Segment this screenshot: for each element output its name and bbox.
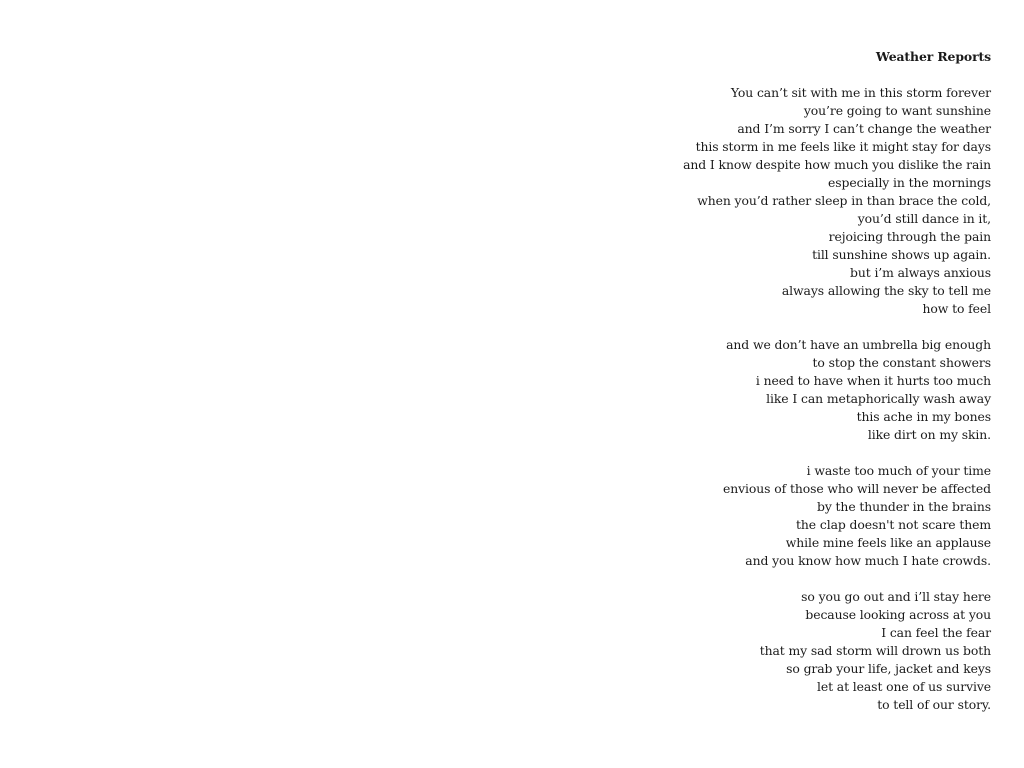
poem-line: I can feel the fear bbox=[881, 625, 991, 640]
poem-line: when you’d rather sleep in than brace the cold, bbox=[697, 193, 991, 208]
poem-line: and you know how much I hate crowds. bbox=[745, 553, 991, 568]
poem-line: this storm in me feels like it might stay for days bbox=[695, 139, 991, 154]
poem-line: always allowing the sky to tell me bbox=[781, 283, 991, 298]
poem-line: like dirt on my skin. bbox=[867, 427, 991, 442]
stanza-4 bbox=[683, 588, 991, 714]
poem-line: envious of those who will never be affected bbox=[723, 481, 991, 496]
poem-line: because looking across at you bbox=[805, 607, 991, 622]
poem-line: this ache in my bones bbox=[856, 409, 991, 424]
poem-line: especially in the mornings bbox=[828, 175, 991, 190]
poem-line: so you go out and i’ll stay here bbox=[801, 589, 991, 604]
poem-line: rejoicing through the pain bbox=[828, 229, 991, 244]
poem-line: i waste too much of your time bbox=[806, 463, 991, 478]
poem-line: You can’t sit with me in this storm forever bbox=[730, 85, 991, 100]
poem-line: till sunshine shows up again. bbox=[812, 247, 991, 262]
poem-line: but i’m always anxious bbox=[850, 265, 991, 280]
poem-title: Weather Reports bbox=[875, 49, 991, 64]
poem-line: let at least one of us survive bbox=[816, 679, 991, 694]
poem bbox=[683, 48, 991, 714]
poem-line: and we don’t have an umbrella big enough bbox=[726, 337, 991, 352]
poem-line: the clap doesn't not scare them bbox=[796, 517, 991, 532]
stanza-3 bbox=[683, 462, 991, 570]
poem-line: to tell of our story. bbox=[877, 697, 991, 712]
poem-line: you’re going to want sunshine bbox=[803, 103, 991, 118]
poem-line: i need to have when it hurts too much bbox=[755, 373, 991, 388]
poem-line: how to feel bbox=[922, 301, 991, 316]
poem-line: and I’m sorry I can’t change the weather bbox=[737, 121, 991, 136]
poem-line: like I can metaphorically wash away bbox=[766, 391, 991, 406]
stanza-2 bbox=[683, 336, 991, 444]
stanza-1 bbox=[683, 84, 991, 318]
poem-line: you’d still dance in it, bbox=[857, 211, 991, 226]
poem-line: to stop the constant showers bbox=[812, 355, 991, 370]
poem-line: by the thunder in the brains bbox=[816, 499, 991, 514]
poem-line: and I know despite how much you dislike the rain bbox=[683, 157, 991, 172]
poem-line: so grab your life, jacket and keys bbox=[786, 661, 991, 676]
poem-line: while mine feels like an applause bbox=[785, 535, 991, 550]
poem-line: that my sad storm will drown us both bbox=[759, 643, 991, 658]
